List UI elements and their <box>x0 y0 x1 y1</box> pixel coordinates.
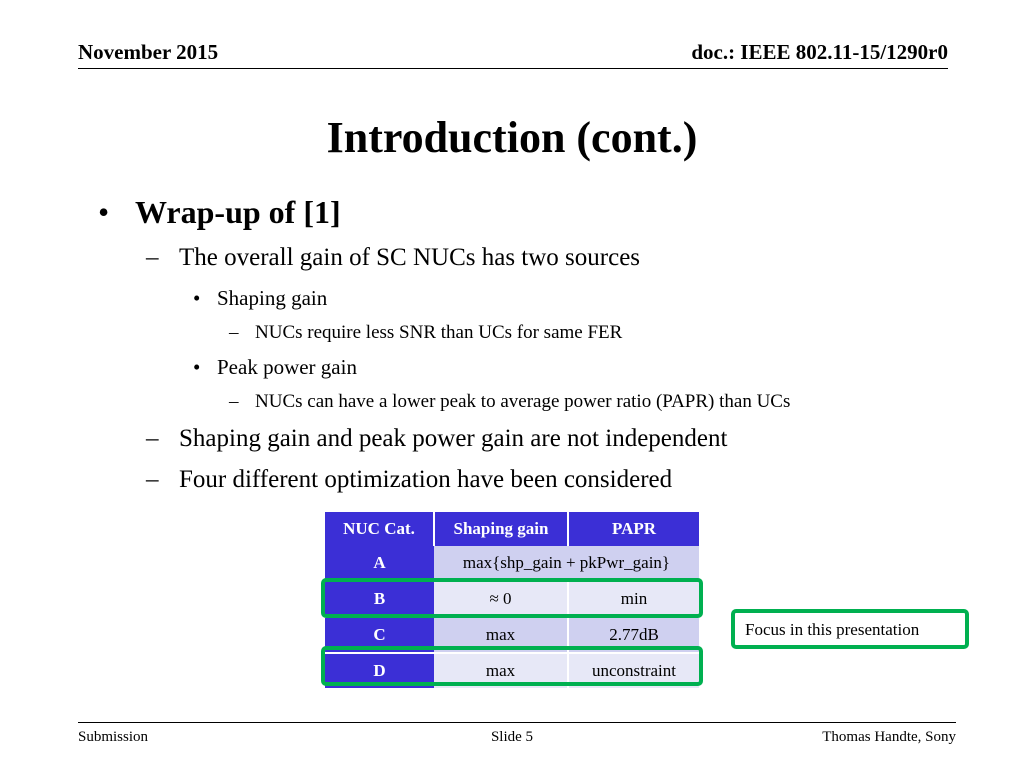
bullet-text: NUCs can have a lower peak to average power ratio (PAPR) than UCs <box>255 391 791 412</box>
bullet-marker: – <box>146 466 159 493</box>
papr-cell: min <box>568 581 699 617</box>
bullet-marker: – <box>229 322 239 343</box>
bullet-marker: – <box>146 244 159 271</box>
bullet-overall-gain <box>146 244 641 272</box>
bullet-text: The overall gain of SC NUCs has two sources <box>179 244 641 271</box>
bullet-marker: • <box>193 286 201 310</box>
bullet-shaping-gain <box>193 286 328 311</box>
footer-slide-number: Slide 5 <box>490 729 534 745</box>
table-row-a <box>325 546 699 581</box>
bullet-text: Wrap-up of [1] <box>135 194 341 230</box>
footer-author: Thomas Handte, Sony <box>822 729 956 745</box>
slide-title: Introduction (cont.) <box>326 113 698 162</box>
bullet-not-independent <box>146 425 728 453</box>
footer-divider <box>78 722 956 723</box>
bullet-marker: • <box>193 355 201 379</box>
row-header: D <box>325 653 434 689</box>
column-header-papr: PAPR <box>568 512 699 546</box>
bullet-four-optimizations <box>146 466 673 494</box>
header-doc-id: doc.: IEEE 802.11-15/1290r0 <box>691 40 948 64</box>
bullet-text: Shaping gain and peak power gain are not independent <box>179 425 728 452</box>
header-divider <box>78 68 948 69</box>
bullet-peak-gain <box>193 355 357 380</box>
focus-callout-text: Focus in this presentation <box>745 620 920 639</box>
papr-cell: unconstraint <box>568 653 699 689</box>
bullet-text: Shaping gain <box>217 286 328 310</box>
row-header: B <box>325 581 434 617</box>
footer-submission: Submission <box>78 729 149 745</box>
shaping-gain-cell: ≈ 0 <box>434 581 568 617</box>
highlight-row-b <box>321 578 703 618</box>
bullet-marker: • <box>98 194 110 230</box>
shaping-gain-cell: max <box>434 617 568 653</box>
bullet-marker: – <box>146 425 159 452</box>
bullet-marker: – <box>229 391 239 412</box>
row-header: C <box>325 617 434 653</box>
row-header: A <box>325 546 434 581</box>
papr-cell: 2.77dB <box>568 617 699 653</box>
column-header-shaping-gain: Shaping gain <box>434 512 568 546</box>
shaping-gain-cell: max <box>434 653 568 689</box>
highlight-row-d <box>321 646 703 686</box>
column-header-nuc-cat: NUC Cat. <box>325 512 434 546</box>
bullet-text: Peak power gain <box>217 355 357 379</box>
merged-cell: max{shp_gain + pkPwr_gain} <box>434 546 699 581</box>
table-header-row <box>325 512 699 546</box>
bullet-wrap-up <box>98 194 341 231</box>
bullet-shaping-detail <box>229 322 623 344</box>
bullet-text: NUCs require less SNR than UCs for same FER <box>255 322 623 343</box>
header-date: November 2015 <box>78 40 219 64</box>
bullet-peak-detail <box>229 391 791 413</box>
bullet-text: Four different optimization have been considered <box>179 466 673 493</box>
